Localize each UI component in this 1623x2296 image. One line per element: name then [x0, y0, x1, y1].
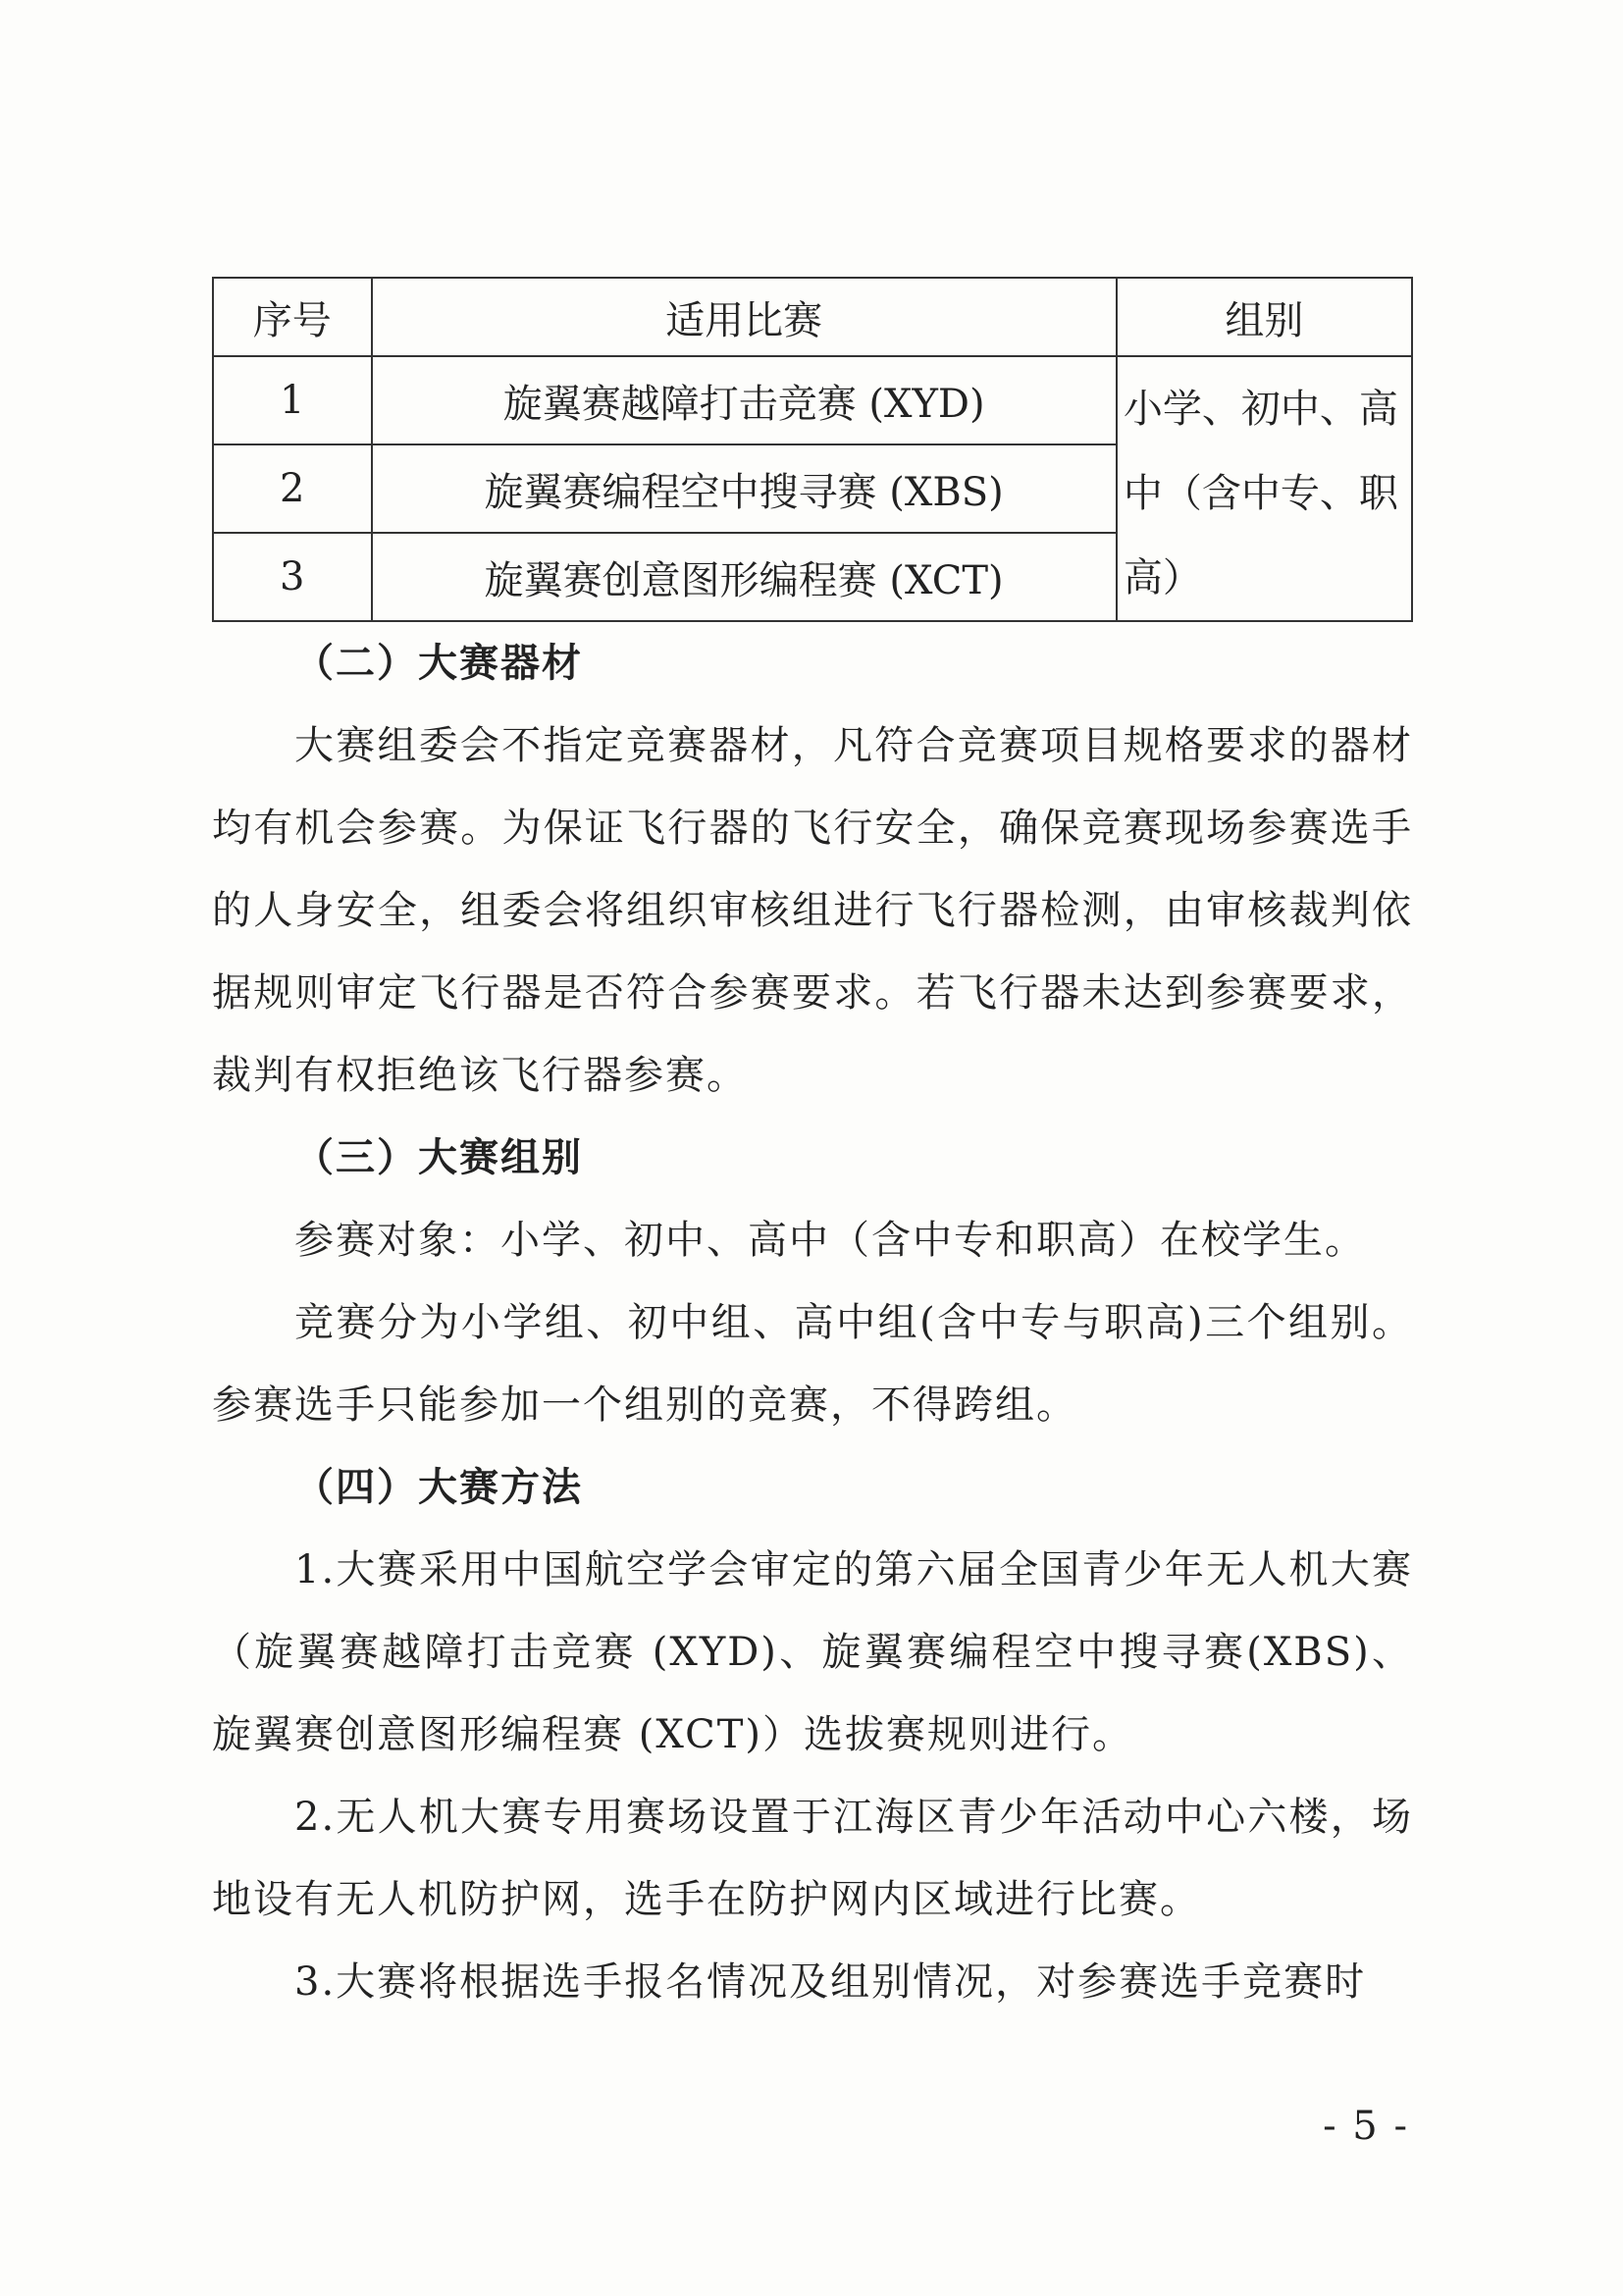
- table-row: [213, 356, 1412, 444]
- row-number: 3: [213, 533, 372, 621]
- row-event: 旋翼赛编程空中搜寻赛 (XBS): [372, 444, 1117, 533]
- paragraph-group-division: 竞赛分为小学组、初中组、高中组(含中专与职高)三个组别。参赛选手只能参加一个组别的竞赛，不得跨组。: [212, 1300, 1413, 1428]
- row-event: 旋翼赛越障打击竞赛 (XYD): [372, 356, 1117, 444]
- paragraph-method-3: 3.大赛将根据选手报名情况及组别情况，对参赛选手竞赛时: [294, 1959, 1367, 2005]
- page-number: - 5 -: [1323, 2104, 1409, 2149]
- section-heading-method: （四）大赛方法: [294, 1464, 583, 1510]
- row-event: 旋翼赛创意图形编程赛 (XCT): [372, 533, 1117, 621]
- group-cell: 小学、初中、高中（含中专、职高）: [1117, 356, 1412, 621]
- paragraph-method-1: 1.大赛采用中国航空学会审定的第六届全国青少年无人机大赛（旋翼赛越障打击竞赛 (XYD)、旋翼赛编程空中搜寻赛(XBS)、旋翼赛创意图形编程赛 (XCT)）选拔赛规则进行。: [212, 1547, 1413, 1757]
- header-event: 适用比赛: [372, 278, 1117, 356]
- table-header-row: [213, 278, 1412, 356]
- section-heading-groups: （三）大赛组别: [294, 1134, 583, 1180]
- header-group: 组别: [1117, 278, 1412, 356]
- paragraph-participants: 参赛对象：小学、初中、高中（含中专和职高）在校学生。: [294, 1218, 1366, 1263]
- section-heading-equipment: （二）大赛器材: [294, 640, 583, 686]
- paragraph-method-2: 2.无人机大赛专用赛场设置于江海区青少年活动中心六楼，场地设有无人机防护网，选手在防护网内区域进行比赛。: [212, 1795, 1413, 1922]
- row-number: 2: [213, 444, 372, 533]
- body-text: [212, 622, 1413, 2023]
- paragraph-equipment: 大赛组委会不指定竞赛器材，凡符合竞赛项目规格要求的器材均有机会参赛。为保证飞行器的飞行安全，确保竞赛现场参赛选手的人身安全，组委会将组织审核组进行飞行器检测，由审核裁判依据规则审定飞行器是否符合参赛要求。若飞行器未达到参赛要求，裁判有权拒绝该飞行器参赛。: [212, 723, 1413, 1098]
- header-number: 序号: [213, 278, 372, 356]
- row-number: 1: [213, 356, 372, 444]
- competition-table: [212, 277, 1413, 622]
